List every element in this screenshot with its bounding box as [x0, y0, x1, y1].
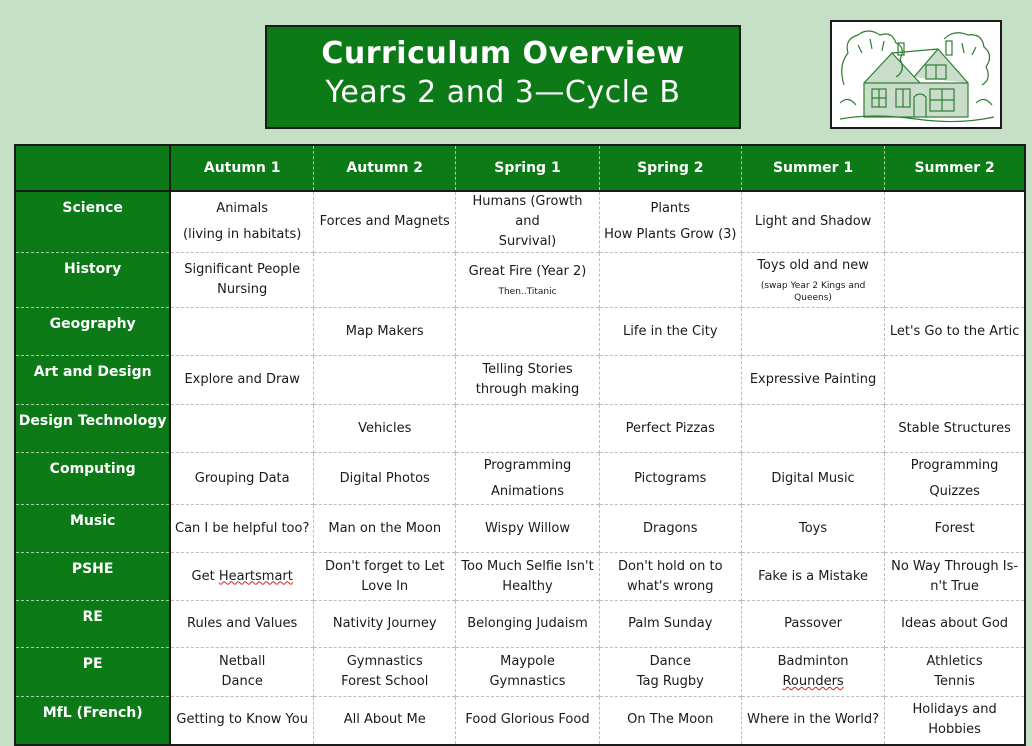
topic-line: Map Makers [345, 323, 424, 339]
subject-label: Computing [15, 453, 170, 505]
term-header: Spring 2 [599, 145, 741, 191]
topic-line: what's wrong [627, 578, 714, 594]
topic-cell [599, 505, 741, 553]
topic-line: Great Fire (Year 2) [468, 264, 587, 279]
topic-line: Badminton [777, 654, 849, 669]
topic-cell [456, 191, 599, 253]
topic-cell [456, 697, 599, 745]
topic-line: Forces and Magnets [319, 214, 450, 229]
topic-cell [170, 648, 313, 697]
topic-cell [314, 505, 456, 553]
topic-cell [885, 601, 1025, 648]
topic-cell [885, 308, 1025, 356]
topic-line: Tag Rugby [636, 674, 704, 689]
topic-line: Love In [361, 578, 409, 594]
topic-cell [170, 453, 313, 505]
topic-line: Fake is a Mistake [758, 568, 868, 584]
topic-cell [314, 191, 456, 253]
topic-line: Belonging Judaism [467, 616, 588, 631]
term-header: Summer 2 [885, 145, 1025, 191]
topic-cell [170, 601, 313, 648]
topic-cell [170, 553, 313, 601]
topic-cell [456, 253, 599, 308]
topic-line: Gymnastics [489, 674, 566, 689]
topic-cell [314, 405, 456, 453]
topic-line: Light and Shadow [754, 214, 872, 229]
topic-line: through making [475, 382, 580, 397]
topic-line: Expressive Painting [749, 372, 877, 387]
topic-cell [456, 648, 599, 697]
topic-line: Grouping Data [194, 470, 290, 486]
topic-cell [741, 553, 884, 601]
corner-cell [15, 145, 170, 191]
topic-line: Humans (Growth and [472, 194, 583, 229]
subject-label: Science [15, 191, 170, 253]
topic-cell [599, 601, 741, 648]
topic-line: n't True [930, 578, 979, 594]
topic-cell [314, 601, 456, 648]
topic-cell [170, 191, 313, 253]
topic-line: Dragons [643, 520, 698, 536]
topic-line: Animations [490, 483, 565, 499]
topic-cell [456, 505, 599, 553]
topic-cell [456, 553, 599, 601]
topic-cell [170, 308, 313, 356]
topic-line: Let's Go to the Artic [889, 323, 1020, 339]
topic-cell [170, 253, 313, 308]
topic-cell [314, 356, 456, 405]
topic-cell [170, 697, 313, 745]
topic-line: Ideas about God [901, 616, 1009, 631]
table-row [15, 356, 1025, 405]
topic-cell [456, 601, 599, 648]
term-header: Summer 1 [741, 145, 884, 191]
topic-line: Palm Sunday [628, 616, 713, 631]
subject-label: PE [15, 648, 170, 697]
topic-line: Don't hold on to [617, 558, 723, 574]
topic-line: Forest School [341, 674, 429, 689]
topic-line: Digital Music [771, 470, 855, 486]
topic-line: Man on the Moon [328, 520, 442, 536]
topic-text: Get [191, 568, 219, 584]
topic-line: Dance [221, 674, 263, 689]
table-row [15, 191, 1025, 253]
subject-label: RE [15, 601, 170, 648]
topic-line: Life in the City [623, 323, 718, 339]
subject-label: PSHE [15, 553, 170, 601]
topic-cell [314, 253, 456, 308]
topic-cell [741, 648, 884, 697]
topic-line: Survival) [498, 234, 557, 249]
topic-line: Hobbies [928, 722, 981, 738]
topic-cell [599, 648, 741, 697]
topic-line: Wispy Willow [484, 520, 571, 536]
topic-cell [314, 697, 456, 745]
school-house-icon [834, 25, 998, 125]
subject-label: Music [15, 505, 170, 553]
topic-line: Can I be helpful too? [175, 520, 310, 536]
topic-cell [741, 191, 884, 253]
term-header-row [15, 145, 1025, 191]
topic-cell [170, 356, 313, 405]
table-row [15, 648, 1025, 697]
subject-label: Design Technology [15, 405, 170, 453]
table-row [15, 601, 1025, 648]
topic-cell [885, 405, 1025, 453]
table-row [15, 453, 1025, 505]
topic-line: Toys old and new [757, 258, 869, 273]
topic-text: Heartsmart [218, 568, 293, 584]
table-row [15, 308, 1025, 356]
term-header: Autumn 2 [314, 145, 456, 191]
title-banner [265, 25, 741, 129]
topic-cell [599, 405, 741, 453]
curriculum-table [14, 144, 1026, 746]
topic-line: Tennis [934, 674, 975, 689]
topic-line: Digital Photos [339, 470, 430, 486]
topic-line: Don't forget to Let [325, 558, 445, 574]
topic-cell [741, 453, 884, 505]
school-logo [830, 20, 1002, 129]
topic-line [173, 567, 311, 587]
topic-cell [599, 697, 741, 745]
table-row [15, 697, 1025, 745]
topic-cell [599, 356, 741, 405]
page-subtitle: Years 2 and 3—Cycle B [325, 75, 681, 110]
topic-cell [599, 308, 741, 356]
table-row [15, 553, 1025, 601]
topic-line: (living in habitats) [183, 227, 302, 242]
topic-line: Programming [483, 457, 572, 473]
topic-cell [314, 648, 456, 697]
topic-line: Gymnastics [346, 654, 423, 669]
topic-cell [741, 505, 884, 553]
topic-cell [456, 308, 599, 356]
table-row [15, 253, 1025, 308]
topic-line: Holidays and [912, 702, 997, 718]
topic-cell [885, 253, 1025, 308]
table-row [15, 505, 1025, 553]
table-row [15, 405, 1025, 453]
topic-line: Nativity Journey [332, 616, 437, 631]
topic-cell [885, 356, 1025, 405]
topic-line: Perfect Pizzas [625, 420, 715, 436]
subject-label: Art and Design [15, 356, 170, 405]
topic-line: Food Glorious Food [465, 712, 590, 728]
topic-line: Programming [910, 457, 999, 473]
topic-cell [885, 505, 1025, 553]
topic-line: Healthy [502, 578, 553, 594]
topic-cell [170, 505, 313, 553]
topic-cell [314, 308, 456, 356]
topic-cell [314, 553, 456, 601]
topic-line: No Way Through Is- [891, 558, 1019, 574]
topic-note: (swap Year 2 Kings and Queens) [760, 281, 866, 303]
topic-line: Too Much Selfie Isn't [461, 558, 594, 574]
topic-line: Getting to Know You [176, 712, 308, 728]
topic-cell [741, 253, 884, 308]
topic-line: Explore and Draw [184, 372, 300, 387]
topic-line: Toys [798, 520, 828, 536]
topic-cell [741, 308, 884, 356]
topic-line: Rules and Values [187, 616, 298, 631]
topic-line: Significant People [184, 262, 301, 277]
page-title: Curriculum Overview [321, 36, 685, 71]
topic-line: On The Moon [627, 712, 714, 728]
term-header: Autumn 1 [170, 145, 313, 191]
topic-cell [885, 191, 1025, 253]
topic-line: Nursing [217, 282, 268, 297]
topic-cell [456, 405, 599, 453]
topic-line: Dance [649, 654, 691, 669]
topic-cell [885, 648, 1025, 697]
topic-line: Quizzes [929, 483, 980, 499]
topic-line: Maypole [500, 654, 555, 669]
topic-line: How Plants Grow (3) [604, 227, 737, 242]
topic-line: Netball [219, 654, 266, 669]
topic-cell [456, 453, 599, 505]
topic-cell [599, 253, 741, 308]
topic-line: Plants [650, 201, 691, 216]
topic-note: Then..Titanic [498, 287, 557, 297]
topic-line: All About Me [343, 712, 426, 728]
topic-cell [741, 697, 884, 745]
topic-line: Where in the World? [747, 712, 879, 728]
topic-cell [456, 356, 599, 405]
topic-line: Stable Structures [898, 420, 1011, 436]
topic-cell [170, 405, 313, 453]
subject-label: MfL (French) [15, 697, 170, 745]
term-header: Spring 1 [456, 145, 599, 191]
topic-cell [885, 553, 1025, 601]
topic-line: Telling Stories [482, 362, 573, 377]
topic-line: Forest [934, 520, 975, 536]
topic-cell [741, 356, 884, 405]
topic-line: Animals [216, 201, 269, 216]
subject-label: History [15, 253, 170, 308]
topic-cell [314, 453, 456, 505]
topic-cell [885, 453, 1025, 505]
subject-label: Geography [15, 308, 170, 356]
topic-cell [741, 601, 884, 648]
topic-cell [741, 405, 884, 453]
topic-cell [599, 553, 741, 601]
topic-line: Passover [784, 616, 842, 631]
topic-line [744, 672, 882, 692]
topic-line: Vehicles [358, 420, 412, 436]
topic-text: Rounders [782, 674, 844, 689]
topic-line: Athletics [926, 654, 983, 669]
topic-line: Pictograms [634, 470, 707, 486]
topic-cell [599, 453, 741, 505]
topic-cell [599, 191, 741, 253]
topic-cell [885, 697, 1025, 745]
